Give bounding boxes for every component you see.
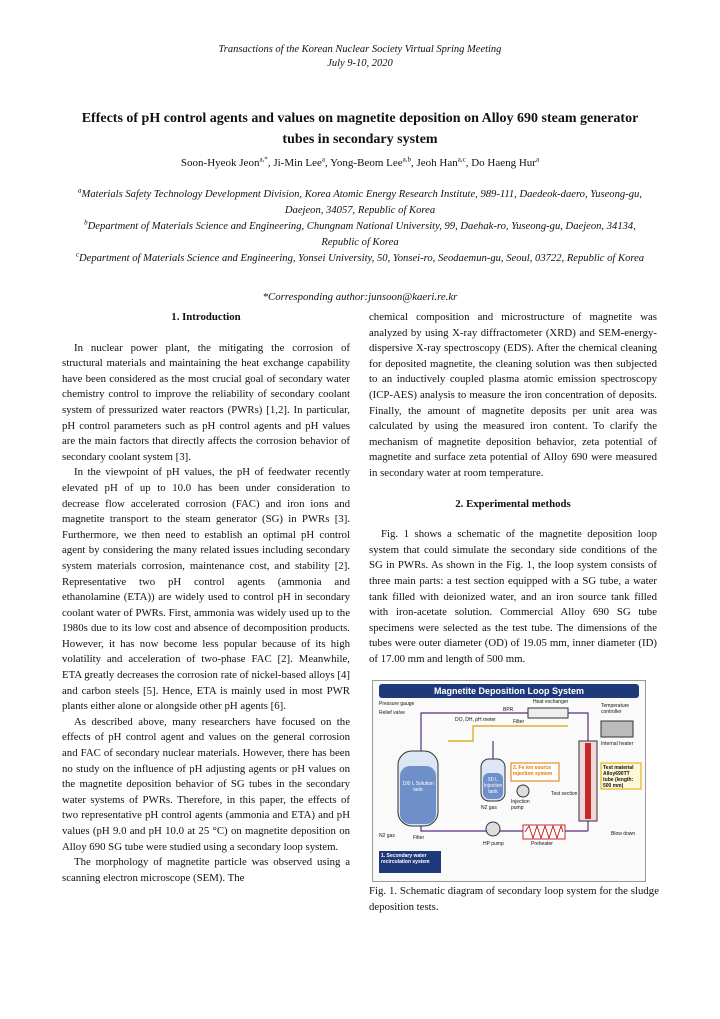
figure-caption: Fig. 1. Schematic diagram of secondary loop system for the sludge deposition tests. — [369, 885, 659, 913]
journal-header: Transactions of the Korean Nuclear Society Virtual Spring Meeting — [218, 44, 502, 55]
paragraph: chemical composition and microstructure of magnetite was analyzed by using X-ray diffractometer (XRD) and SEM-energy-dispersive X-ray spectroscopy (EDS). After the chemical cleaning for deposited magnetite, the cleaning solution was then subjected to an inductively coupled plasma atomic emission spectroscopy (ICP-AES) analysis to measure the iron concentration of deposits. Finally, the amount of magnetite deposits per unit area was calculated by using the measured iron content. To clarify the mechanism of magnetite deposition behavior, zeta potential of magnetite and surface zeta potential of Alloy 690 were measured in secondary water at room temperature. — [369, 311, 657, 479]
right-column — [369, 310, 657, 667]
figure-1-schematic — [372, 680, 646, 882]
label-relief-valve: Relief valve — [379, 710, 405, 716]
label-heat-exchanger: Heat exchanger — [533, 699, 569, 705]
left-column — [62, 310, 350, 886]
solution-tank-fill — [400, 766, 436, 824]
affil-text: Materials Safety Technology Development Division, Korea Atomic Energy Research Institute, 989-111, Daedeok-daero, Yuseong-gu, Daejeon, 34057, Republic of Korea — [81, 189, 642, 216]
label-pressure-gauge: Pressure gauge — [379, 701, 415, 707]
affil-mark: b — [84, 218, 88, 227]
label-secondary-water: 1. Secondary water recirculation system — [381, 853, 430, 865]
author: Do Haeng Hur — [471, 157, 536, 169]
author-sup: a,c — [457, 155, 466, 164]
author-sup: a,b — [402, 155, 411, 164]
paragraph: Fig. 1 shows a schematic of the magnetite deposition loop system that could simulate the secondary side conditions of the SG in PWRs. As shown in the Fig. 1, the loop system consists of three main parts: a test section equipped with a SG tube, a water tank filled with deionized water, and an iron source tank filled with iron-acetate solution. Commercial Alloy 690 SG tube specimens were selected as the test tube. The dimensions of the tubes were outer diameter (OD) of 19.05 mm, inner diameter (ID) of 17.00 mm and length of 500 mm. — [369, 528, 657, 665]
label-solution-tank: 100 L Solution tank — [402, 781, 434, 793]
author-list: Soon-Hyeok Jeon$^{a,*}$, Ji-Min Lee$^a$, Yong-Beom Lee$^{a,b}$, Jeoh Han$^{a,c}$, Do Haeng Hur$^a$ — [180, 155, 540, 169]
label-internal-heater: Internal heater — [601, 741, 634, 747]
author-sup: a,* — [259, 155, 268, 164]
label-bpr: BPR — [503, 707, 514, 713]
label-n2-gas: N2 gas — [481, 805, 497, 811]
paragraph: The morphology of magnetite particle was observed using a scanning electron microscope (SEM). The — [62, 856, 350, 884]
label-n2-gas-2: N2 gas — [379, 833, 395, 839]
label-test-section: Test section — [551, 791, 578, 797]
corresponding-author: *Corresponding author:junsoon@kaeri.re.kr — [262, 291, 458, 303]
section-heading: 1. Introduction — [171, 311, 241, 323]
label-blow-down: Blow down — [611, 831, 636, 837]
affiliation-c — [70, 251, 650, 267]
solution-line — [448, 726, 568, 741]
affil-mark: a — [78, 186, 82, 195]
paragraph: As described above, many researchers have focused on the effects of pH control agent and values on the general corrosion and FAC of secondary nuclear materials. However, there has been no study on the influence of pH adjusting agents or pH values on the magnetite deposition behavior of SG tubes in the secondary water systems of PWRs. Therefore, in this paper, the effects of two representative pH control agents (ammonia and ETA) and pH values (pH 9.0 and pH 10.0 at 25 °C) on magnetite deposition on Alloy 690 SG tube were studied using a secondary loop system. — [62, 715, 350, 853]
label-hp-pump: HP pump — [483, 841, 504, 847]
label-injection-tank: 50 L Injection tank — [483, 777, 503, 795]
author: Soon-Hyeok Jeon — [180, 157, 260, 169]
author: Jeoh Han — [416, 157, 458, 169]
paragraph: In the viewpoint of pH values, the pH of feedwater recently elevated pH of up to 10.0 has been under consideration to decrease flow accelerated corrosion (FAC) and iron ions and magnetite transport to the steam generator (SG) in PWRs [3]. Furthermore, we then need to establish an optimal pH control agent by considering the many related issues including secondary system materials corrosion, maintenance cost, and stability [2]. Representative two pH control agents (ammonia and ethanolamine (ETA)) are widely used to control pH in secondary coolant water of PWRs. First, ammonia was widely used up to the 1980s due to its low cost and absence of decomposition products. However, it has now become less popular because of its high volatility and acceleration of two-phase FAC [2]. Meanwhile, ETA greatly decreases the corrosion rate of nickel-based alloys [4] and carbon steels [5]. Hence, ETA is mainly used in most PWR plants either alone or alongside other pH agents [6]. — [62, 466, 350, 713]
injection-pump-shape — [517, 785, 529, 797]
author-sup: a — [535, 155, 540, 164]
test-tube-shape — [585, 743, 591, 819]
label-filter-2: Filter — [413, 835, 425, 841]
paper-title: Effects of pH control agents and values on magnetite deposition on Alloy 690 steam generator tubes in secondary system — [81, 111, 639, 147]
label-temp-controller: Temperature controller — [601, 703, 630, 715]
label-preheater: Preheater — [531, 841, 553, 847]
author: Yong-Beom Lee — [330, 157, 403, 169]
affil-mark: c — [75, 250, 79, 259]
affiliation-b — [70, 219, 650, 251]
hp-pump-shape — [486, 822, 500, 836]
author: Ji-Min Lee — [273, 157, 322, 169]
label-filter: Filter — [513, 719, 525, 725]
paragraph: In nuclear power plant, the mitigating the corrosion of structural materials and maintaining the heat exchange capability have been considered as the most crucial goal of secondary water chemistry control to improve the reliability of secondary coolant system of pressurized water reactors (PWRs) [1,2]. In particular, pH control parameters such as pH control agents and pH values are the main factors that directly affects the corrosion behavior of secondary coolant system [3]. — [62, 341, 350, 463]
label-fe-source: 2. Fe ion source injection system — [513, 765, 553, 777]
figure-banner: Magnetite Deposition Loop System — [379, 684, 639, 698]
spacer — [369, 482, 657, 497]
affil-text: Department of Materials Science and Engineering, Chungnam National University, 99, Daehak-ro, Yuseong-gu, Daejeon, 34134, Republic of Korea — [87, 221, 636, 248]
meeting-date: July 9-10, 2020 — [327, 58, 393, 69]
author-sup: a — [321, 155, 325, 164]
heat-exchanger-shape — [528, 708, 568, 718]
section-heading: 2. Experimental methods — [455, 497, 571, 510]
label-do-dh-ph: DO, DH, pH meter — [455, 717, 496, 723]
affiliation-a — [70, 187, 650, 219]
spacer — [369, 512, 657, 527]
spacer — [62, 326, 350, 341]
affil-text: Department of Materials Science and Engineering, Yonsei University, 50, Yonsei-ro, Seodaemun-gu, Seoul, 03722, Republic of Korea — [78, 253, 645, 264]
label-test-material: Test material Alloy690TT tube (length: 500 mm) — [603, 765, 634, 789]
temp-controller-shape — [601, 721, 633, 737]
label-injection-pump: Injection pump — [511, 799, 530, 811]
